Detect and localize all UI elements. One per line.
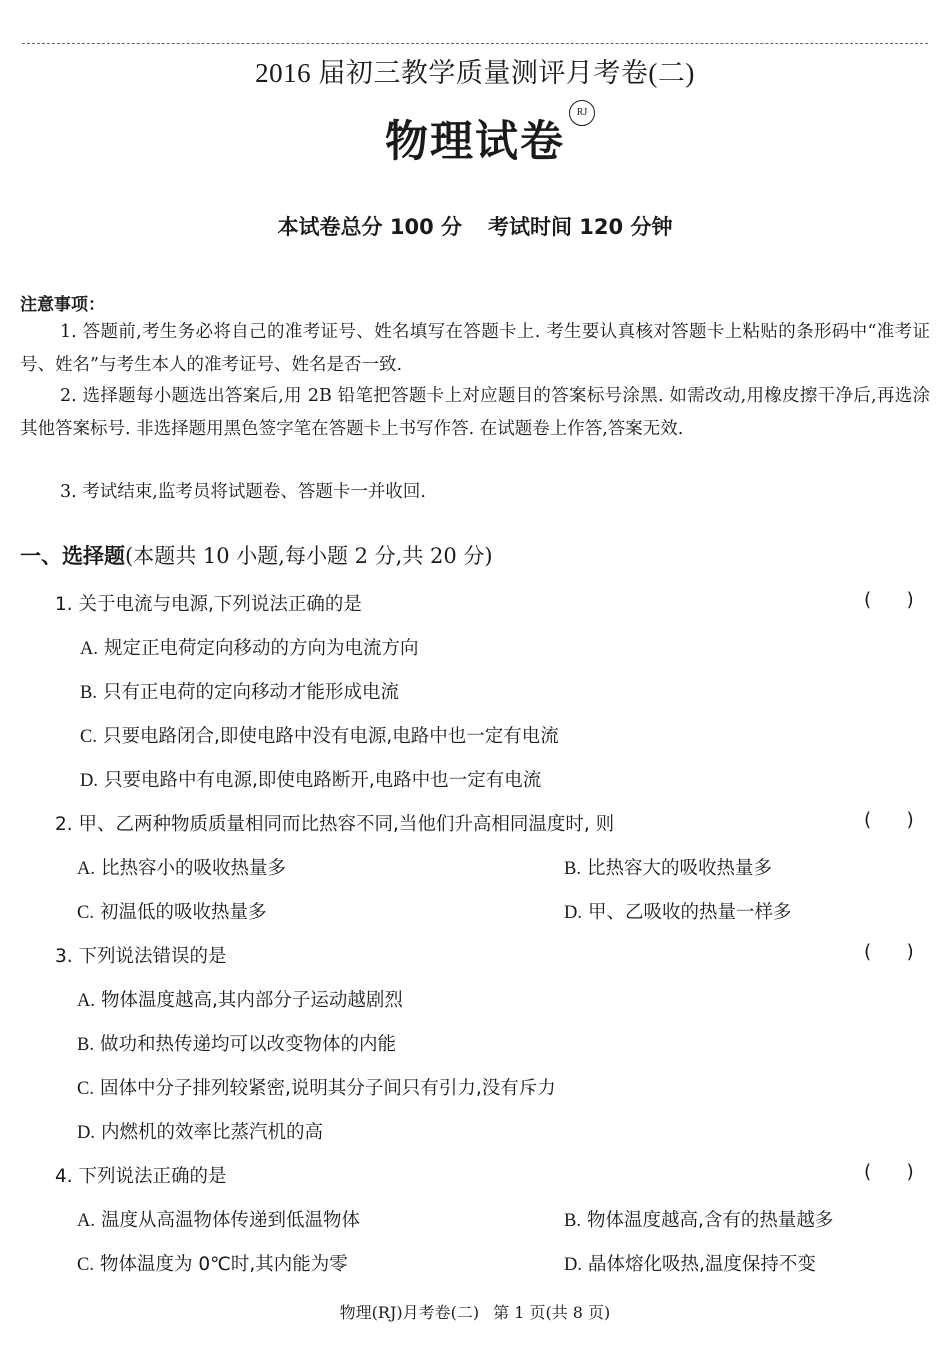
section-note: (本题共 10 小题,每小题 2 分,共 20 分) [125,544,493,568]
notice-item-1: 1. 答题前,考生务必将自己的准考证号、姓名填写在答题卡上. 考生要认真核对答题卡上粘贴的条形码中“准考证号、姓名”与考生本人的准考证号、姓名是否一致. [20,322,930,375]
question-3-answer-bracket: ( ) [864,942,914,963]
section-title: 一、选择题 [20,544,125,568]
question-3-option-d [77,1118,323,1144]
option-text: 固体中分子排列较紧密,说明其分子间只有引力,没有斥力 [99,1078,556,1099]
option-text: 只要电路中有电源,即使电路断开,电路中也一定有电流 [104,770,542,791]
question-4-stem: 4. 下列说法正确的是 [55,1166,227,1187]
question-4-option-a [77,1206,360,1232]
question-2-option-d [564,898,792,924]
option-letter: A. [77,991,95,1011]
question-1-answer-bracket: ( ) [864,590,914,611]
option-letter: D. [80,771,98,791]
question-2-option-a [77,854,286,880]
option-letter: A. [77,1211,95,1231]
notice-heading: 注意事项： [20,295,105,315]
question-1-stem: 1. 关于电流与电源,下列说法正确的是 [55,594,362,615]
option-letter: A. [77,859,95,879]
question-2-stem: 2. 甲、乙两种物质质量相同而比热容不同,当他们升高相同温度时, 则 [55,814,615,835]
question-4-option-d [564,1250,816,1276]
option-text: 甲、乙吸收的热量一样多 [588,902,792,923]
option-text: 物体温度越高,其内部分子运动越剧烈 [101,990,403,1011]
option-letter: C. [77,1255,94,1275]
option-letter: A. [80,639,98,659]
question-1-option-a [80,634,419,660]
question-2-answer-bracket: ( ) [864,810,914,831]
option-letter: D. [564,1255,582,1275]
option-text: 比热容大的吸收热量多 [586,858,772,879]
exam-time: 考试时间 120 分钟 [488,215,673,239]
option-text: 只要电路闭合,即使电路中没有电源,电路中也一定有电流 [102,726,559,747]
question-4-option-c [77,1250,348,1276]
score-and-time [0,211,950,241]
question-3-option-c [77,1074,556,1100]
option-text: 规定正电荷定向移动的方向为电流方向 [104,638,419,659]
option-letter: B. [77,1035,94,1055]
section-heading [20,540,493,570]
option-text: 比热容小的吸收热量多 [101,858,287,879]
option-letter: C. [77,903,94,923]
footer-page-info: 第 1 页(共 8 页) [493,1303,611,1322]
option-letter: C. [80,727,97,747]
question-2-option-b [564,854,772,880]
question-4-option-b [564,1206,833,1232]
option-letter: C. [77,1079,94,1099]
question-3-option-a [77,986,403,1012]
option-text: 温度从高温物体传递到低温物体 [101,1210,361,1231]
option-text: 只有正电荷的定向移动才能形成电流 [102,682,399,703]
notice-item-2: 2. 选择题每小题选出答案后,用 2B 铅笔把答题卡上对应题目的答案标号涂黑. 如需改动,用橡皮擦干净后,再选涂其他答案标号. 非选择题用黑色签字笔在答题卡上书写作答. 在试题卷上作答,答案无效. [20,386,930,439]
option-letter: D. [564,903,582,923]
option-text: 物体温度为 0℃时,其内能为零 [99,1254,348,1275]
option-text: 做功和热传递均可以改变物体的内能 [99,1034,396,1055]
page-footer [0,1300,950,1323]
question-2-option-c [77,898,266,924]
total-score: 本试卷总分 100 分 [277,215,462,239]
notice-item-3: 3. 考试结束,监考员将试题卷、答题卡一并收回. [60,482,426,502]
option-text: 物体温度越高,含有的热量越多 [586,1210,834,1231]
question-3-option-b [77,1030,396,1056]
subject-title-block [0,108,950,169]
top-dashed-divider [22,43,928,44]
option-letter: B. [80,683,97,703]
exam-title: 2016 届初三教学质量测评月考卷(二) [255,58,695,88]
question-4-answer-bracket: ( ) [864,1162,914,1183]
option-letter: B. [564,1211,581,1231]
option-text: 初温低的吸收热量多 [99,902,267,923]
edition-mark: RJ [569,100,595,126]
question-3-stem: 3. 下列说法错误的是 [55,946,227,967]
option-text: 内燃机的效率比蒸汽机的高 [101,1122,324,1143]
question-1-option-d [80,766,541,792]
option-letter: D. [77,1123,95,1143]
option-letter: B. [564,859,581,879]
option-text: 晶体熔化吸热,温度保持不变 [588,1254,816,1275]
subject-title [385,107,588,169]
question-1-option-b [80,678,399,704]
subject-title-text: 物理试卷 [385,117,565,167]
footer-paper-name: 物理(RJ)月考卷(二) [339,1303,480,1322]
question-1-option-c [80,722,559,748]
